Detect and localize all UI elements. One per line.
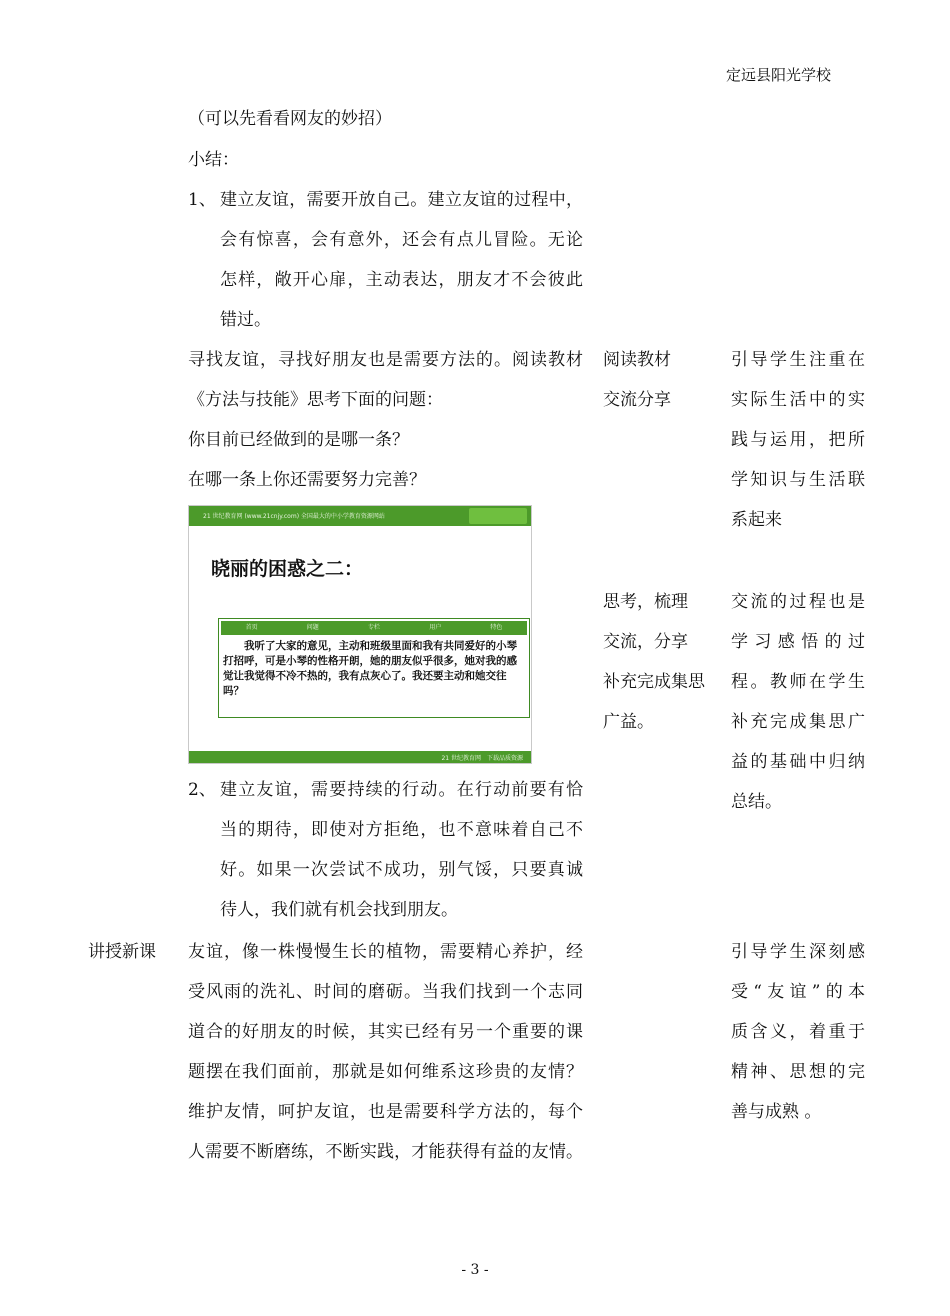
slide-top-bar: [189, 506, 531, 526]
design-intent-line: 精神、思想的完: [731, 1062, 865, 1082]
slide-bottom-bar: [189, 751, 531, 763]
hint-line: （可以先看看网友的妙招）: [188, 109, 392, 129]
final-paragraph-line: 人需要不断磨练，不断实践，才能获得有益的友情。: [188, 1142, 583, 1162]
item-2-line: 待人，我们就有机会找到朋友。: [220, 900, 458, 920]
design-intent-line: 质含义，着重于: [731, 1022, 865, 1042]
design-intent-line: 总结。: [731, 792, 782, 812]
final-paragraph-line: 题摆在我们面前，那就是如何维系这珍贵的友情？: [188, 1062, 583, 1082]
student-activity-line: 交流分享: [603, 390, 671, 410]
question-line: 你目前已经做到的是哪一条？: [188, 430, 409, 450]
site-logo-icon: [469, 508, 527, 524]
slide-nav-bar: [221, 621, 527, 635]
design-intent-line: 践与运用，把所: [731, 430, 865, 450]
final-paragraph-line: 道合的好朋友的时候，其实已经有另一个重要的课: [188, 1022, 583, 1042]
slide-message-box: [218, 618, 530, 718]
slide-title: 晓丽的困惑之二：: [211, 558, 364, 580]
slide-nav-item: 特色: [490, 624, 503, 631]
design-intent-line: 学 习 感 悟 的 过: [731, 632, 865, 652]
design-intent-line: 引导学生注重在: [731, 350, 865, 370]
student-activity-line: 思考，梳理: [603, 592, 688, 612]
design-intent-line: 引导学生深刻感: [731, 942, 865, 962]
item-1-line: 错过。: [220, 310, 271, 330]
student-activity-line: 阅读教材: [603, 350, 671, 370]
design-intent-line: 实际生活中的实: [731, 390, 865, 410]
item-1-line: 怎样，敞开心扉，主动表达，朋友才不会彼此: [220, 270, 583, 290]
design-intent-line: 程。教师在学生: [731, 672, 865, 692]
method-paragraph-line: 《方法与技能》思考下面的问题：: [188, 390, 443, 410]
page-number: - 3 -: [461, 1262, 489, 1278]
design-intent-line: 受“友谊”的本: [731, 982, 865, 1002]
slide-body-text: 我听了大家的意见，主动和班级里面和我有共同爱好的小琴打招呼，可是小琴的性格开朗，她的朋友似乎很多，她对我的感觉让我觉得不冷不热的，我有点灰心了。我还要主动和她交往吗？: [223, 640, 517, 697]
design-intent-line: 益的基础中归纳: [731, 752, 865, 772]
item-1-line: 建立友谊，需要开放自己。建立友谊的过程中，: [220, 190, 583, 210]
school-name: 定远县阳光学校: [726, 66, 832, 84]
slide-nav-item: 专栏: [368, 624, 381, 631]
item-1-number: 1、: [188, 190, 216, 210]
student-activity-line: 交流，分享: [603, 632, 688, 652]
design-intent-line: 交流的过程也是: [731, 592, 865, 612]
final-paragraph-line: 维护友情，呵护友谊，也是需要科学方法的，每个: [188, 1102, 583, 1122]
slide-nav-item: 问题: [306, 624, 319, 631]
final-paragraph-line: 友谊，像一株慢慢生长的植物，需要精心养护，经: [188, 942, 583, 962]
design-intent-line: 学知识与生活联: [731, 470, 865, 490]
summary-heading: 小结：: [188, 150, 239, 170]
final-paragraph-line: 受风雨的洗礼、时间的磨砺。当我们找到一个志同: [188, 982, 583, 1002]
slide-bottom-text: 21 世纪教育网 下载品质资源: [441, 755, 523, 762]
slide-nav-item: 用户: [429, 624, 442, 631]
slide-image: [188, 505, 532, 764]
slide-top-text: 21 世纪教育网 (www.21cnjy.com) 全国最大的中小学教育资源网站: [203, 513, 385, 520]
method-paragraph-line: 寻找友谊，寻找好朋友也是需要方法的。阅读教材: [188, 350, 583, 370]
design-intent-line: 善与成熟 。: [731, 1102, 822, 1122]
question-line: 在哪一条上你还需要努力完善？: [188, 470, 426, 490]
section-label: 讲授新课: [88, 942, 156, 962]
design-intent-line: 补充完成集思广: [731, 712, 865, 732]
item-2-number: 2、: [188, 780, 216, 800]
item-2-line: 好。如果一次尝试不成功，别气馁，只要真诚: [220, 860, 583, 880]
student-activity-line: 补充完成集思: [603, 672, 705, 692]
item-2-line: 当的期待，即使对方拒绝，也不意味着自己不: [220, 820, 583, 840]
design-intent-line: 系起来: [731, 510, 782, 530]
item-2-line: 建立友谊，需要持续的行动。在行动前要有恰: [220, 780, 583, 800]
student-activity-line: 广益。: [603, 712, 654, 732]
item-1-line: 会有惊喜，会有意外，还会有点儿冒险。无论: [220, 230, 583, 250]
slide-nav-item: 首页: [245, 624, 258, 631]
